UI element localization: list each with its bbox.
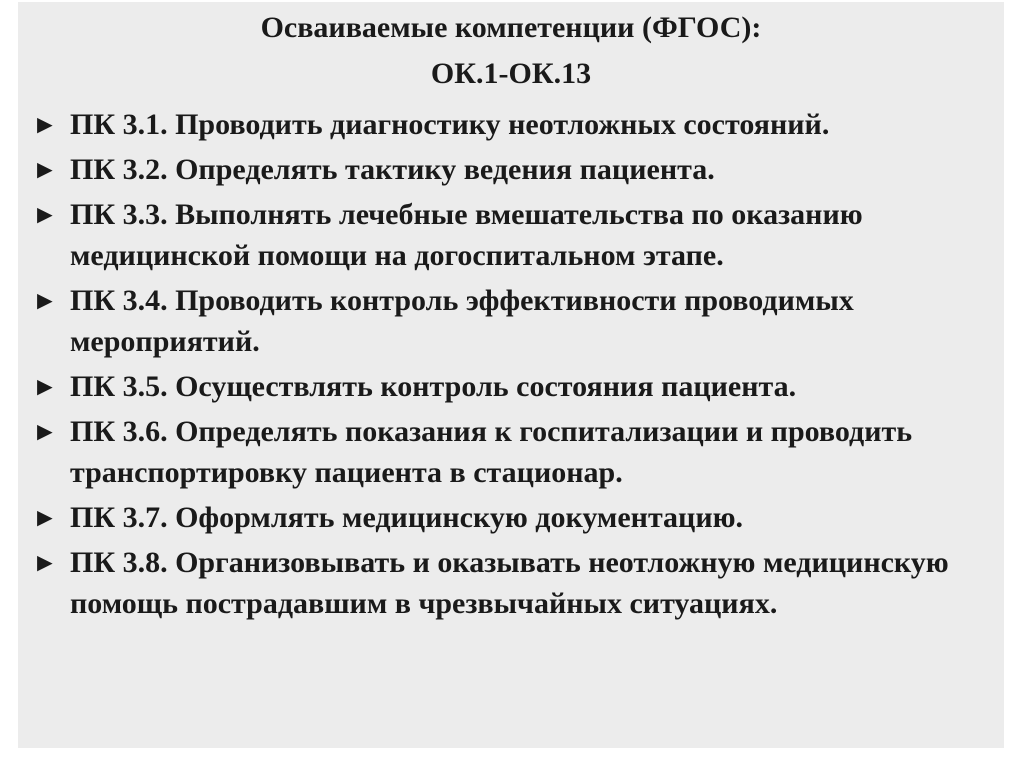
list-item-text: ПК 3.7. Оформлять медицинскую документацию.: [70, 501, 744, 534]
list-item-text: ПК 3.8. Организовывать и оказывать неотложную медицинскую помощь пострадавшим в чрезвычайных ситуациях.: [70, 546, 949, 620]
bullet-arrow-icon: ►: [32, 548, 58, 577]
bullet-arrow-icon: ►: [32, 110, 58, 139]
slide-subtitle: ОК.1-ОК.13: [430, 57, 592, 90]
list-item: [32, 366, 992, 407]
bullet-arrow-icon: ►: [32, 155, 58, 184]
list-item: [32, 194, 992, 276]
competency-list: [32, 104, 992, 628]
list-item-text: ПК 3.2. Определять тактику ведения пациента.: [70, 153, 715, 186]
bullet-arrow-icon: ►: [32, 417, 58, 446]
list-item: [32, 411, 992, 493]
slide-title: Осваиваемые компетенции (ФГОС):: [260, 11, 762, 44]
bullet-arrow-icon: ►: [32, 200, 58, 229]
list-item: [32, 104, 992, 145]
list-item-text: ПК 3.1. Проводить диагностику неотложных состояний.: [70, 108, 830, 141]
list-item-text: ПК 3.5. Осуществлять контроль состояния пациента.: [70, 370, 797, 403]
slide: [18, 2, 1004, 748]
bullet-arrow-icon: ►: [32, 286, 58, 315]
bullet-arrow-icon: ►: [32, 372, 58, 401]
list-item: [32, 497, 992, 538]
list-item-text: ПК 3.3. Выполнять лечебные вмешательства по оказанию медицинской помощи на догоспитальном этапе.: [70, 198, 863, 272]
list-item: [32, 542, 992, 624]
bullet-arrow-icon: ►: [32, 503, 58, 532]
list-item: [32, 280, 992, 362]
list-item-text: ПК 3.6. Определять показания к госпитализации и проводить транспортировку пациента в стационар.: [70, 415, 913, 489]
list-item-text: ПК 3.4. Проводить контроль эффективности проводимых мероприятий.: [70, 284, 854, 358]
list-item: [32, 149, 992, 190]
